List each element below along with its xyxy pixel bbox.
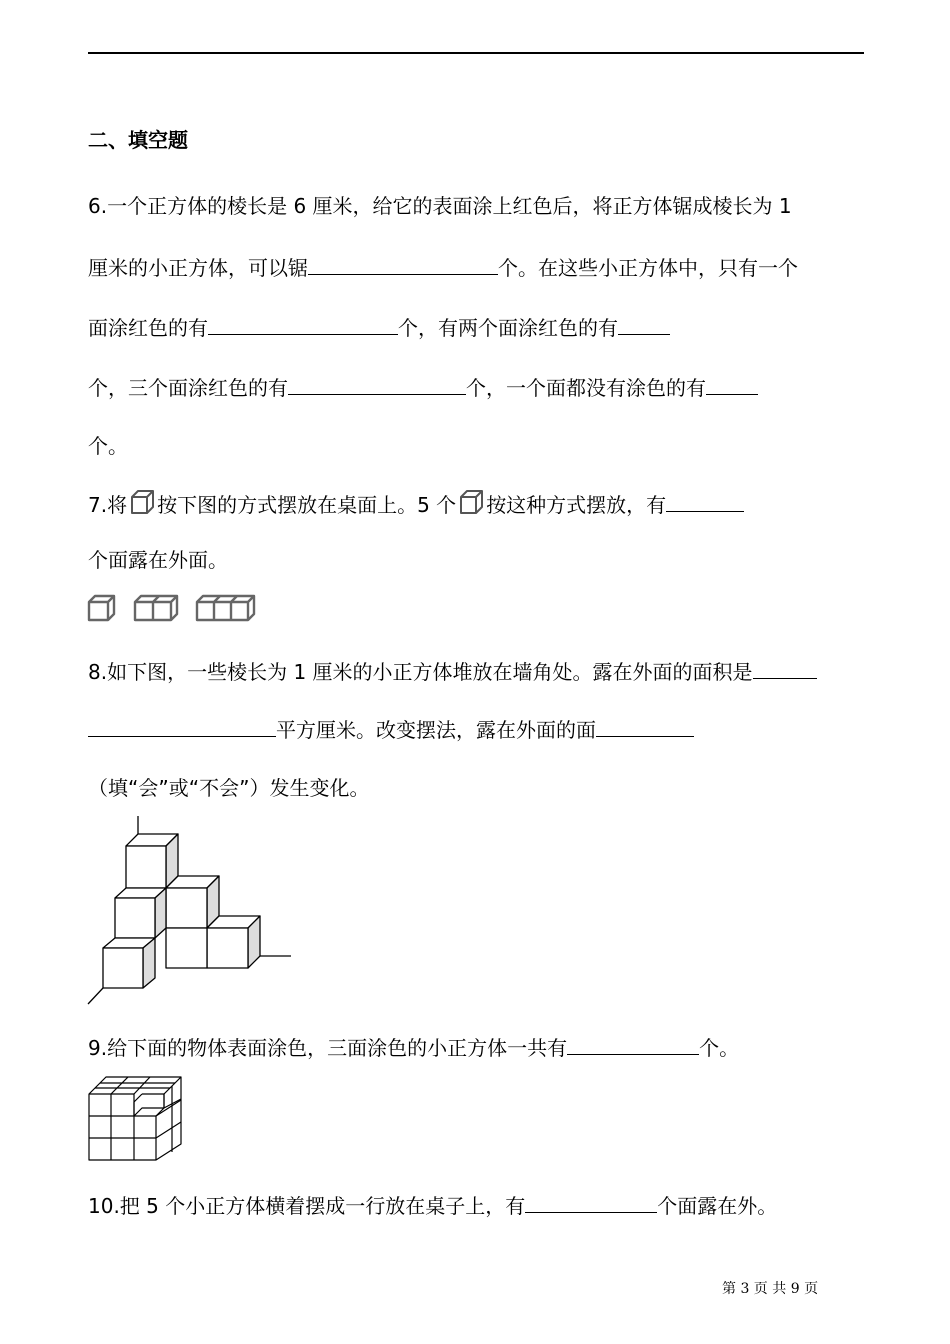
q10-line1 [88,1192,777,1218]
q6-text-3b: 个，有两个面涂红色的有 [398,316,618,340]
q9-blank-three-faces[interactable] [567,1034,699,1055]
q8-line3: （填“会”或“不会”）发生变化。 [88,776,370,800]
q8-line1 [88,658,817,684]
q10-text-1a: 10.把 5 个小正方体横着摆成一行放在桌子上，有 [88,1194,526,1218]
q6-line5: 个。 [88,434,128,458]
q8-blank-change[interactable] [596,716,694,737]
cube-icon [129,488,155,516]
q7-text-1c: 按这种方式摆放，有 [486,493,667,517]
q6-line1: 6.一个正方体的棱长是 6 厘米，给它的表面涂上红色后，将正方体锯成棱长为 1 [88,194,792,218]
q8-blank-area-part2[interactable] [88,716,276,737]
header-rule [88,52,864,54]
q9-text-1a: 9.给下面的物体表面涂色，三面涂色的小正方体一共有 [88,1036,568,1060]
q8-text-1: 8.如下图，一些棱长为 1 厘米的小正方体堆放在墙角处。露在外面的面积是 [88,660,753,684]
q6-blank-no-face[interactable] [706,374,758,395]
q6-text-2a: 厘米的小正方体，可以锯 [88,256,308,280]
q9-text-1b: 个。 [699,1036,740,1060]
two-cube-group [135,596,177,620]
page-number-footer: 第 3 页 共 9 页 [722,1281,819,1297]
q8-line2 [88,716,694,742]
q7-text-1a: 7.将 [88,493,128,517]
q6-text-2b: 个。在这些小正方体中，只有一个 [498,256,798,280]
q10-blank-faces[interactable] [525,1192,657,1213]
q6-line2 [88,254,798,280]
section-title: 二、填空题 [88,128,188,152]
q7-text-1b: 按下图的方式摆放在桌面上。5 个 [157,493,457,517]
q6-line3 [88,314,670,340]
q8-blank-area-part1[interactable] [753,658,817,679]
q6-text-4a: 个，三个面涂红色的有 [88,376,288,400]
q8-text-2a: 平方厘米。改变摆法，露在外面的面 [276,718,596,742]
q7-line1 [88,488,744,517]
one-cube-group [89,596,114,620]
q6-blank-three-faces[interactable] [288,374,466,395]
q9-painted-cube-figure [86,1074,186,1164]
cube-icon [458,488,484,516]
q7-line2: 个面露在外面。 [88,548,228,572]
q6-text-3a: 面涂红色的有 [88,316,208,340]
q7-cube-rows-figure [86,592,258,624]
q6-blank-cut-count[interactable] [308,254,498,275]
q8-corner-stack-figure [86,814,296,1010]
q6-blank-two-faces[interactable] [618,314,670,335]
q10-text-1b: 个面露在外。 [657,1194,778,1218]
q6-blank-one-face[interactable] [208,314,398,335]
q6-line4 [88,374,758,400]
q6-text-4b: 个，一个面都没有涂色的有 [466,376,706,400]
q7-blank-faces[interactable] [666,491,744,512]
three-cube-group [197,596,254,620]
q9-line1 [88,1034,739,1060]
